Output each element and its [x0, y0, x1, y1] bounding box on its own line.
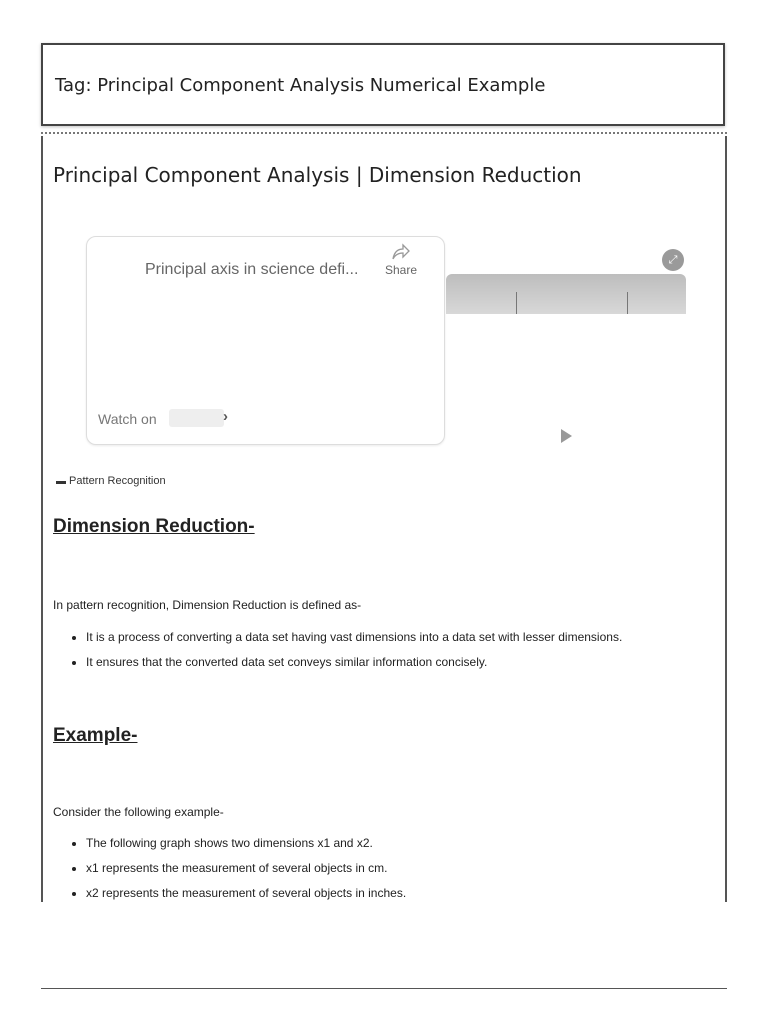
category-link[interactable] [56, 475, 166, 487]
header-divider [41, 132, 727, 134]
category-label: Pattern Recognition [69, 475, 166, 487]
video-title[interactable]: Principal axis in science defi... [145, 261, 359, 278]
play-icon[interactable] [561, 429, 572, 443]
article [41, 136, 727, 902]
archive-title: Tag: Principal Component Analysis Numerical Example [55, 75, 546, 96]
folder-icon: ▬ [56, 476, 66, 487]
section-heading: Example- [53, 725, 138, 746]
thumbnail-sketch [516, 292, 628, 314]
footer-divider [41, 988, 727, 989]
bullet-list [53, 625, 622, 675]
chevron-right-icon: › [223, 408, 228, 425]
share-icon [391, 243, 411, 261]
video-thumbnail[interactable] [446, 274, 686, 314]
expand-icon[interactable]: ⤢ [662, 249, 684, 271]
section-heading: Dimension Reduction- [53, 516, 255, 537]
list-item: • It ensures that the converted data set conveys similar information concisely. [86, 650, 622, 675]
archive-header [41, 43, 725, 126]
list-item: • x1 represents the measurement of several objects in cm. [86, 856, 406, 881]
share-label: Share [384, 263, 418, 277]
list-item: • The following graph shows two dimensions x1 and x2. [86, 831, 406, 856]
share-button[interactable] [381, 243, 421, 277]
post-title[interactable]: Principal Component Analysis | Dimension Reduction [53, 163, 582, 187]
video-embed[interactable] [86, 236, 445, 445]
section-intro: In pattern recognition, Dimension Reduction is defined as- [53, 598, 362, 612]
list-item: • x2 represents the measurement of several objects in inches. [86, 881, 406, 906]
youtube-logo[interactable] [169, 409, 224, 427]
watch-on-label[interactable]: Watch on [98, 411, 157, 427]
bullet-list [53, 831, 406, 906]
list-item: • It is a process of converting a data set having vast dimensions into a data set with lesser dimensions. [86, 625, 622, 650]
section-intro: Consider the following example- [53, 805, 224, 819]
